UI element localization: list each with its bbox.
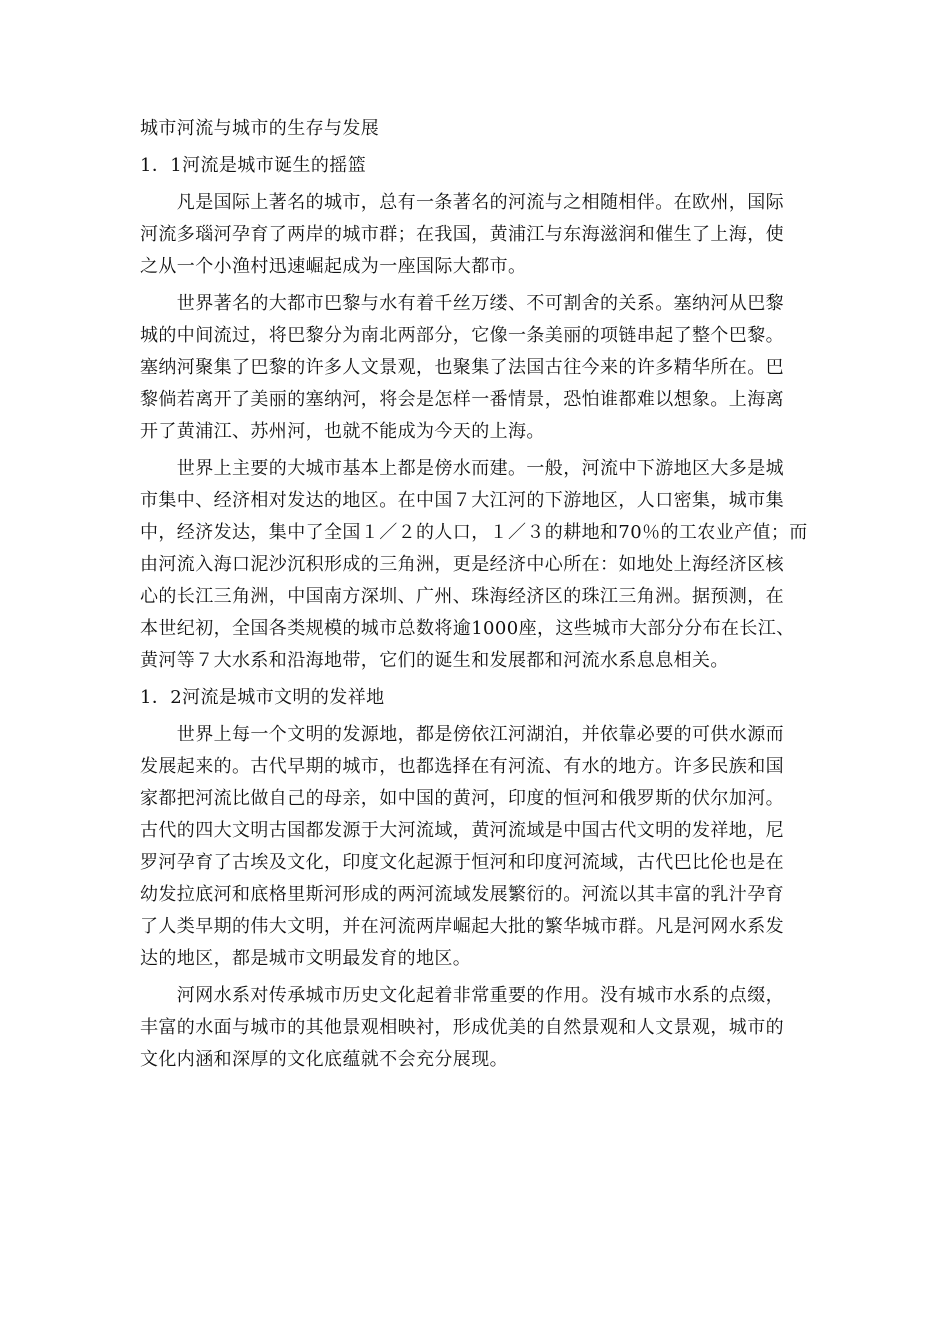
paragraph-line: 塞纳河聚集了巴黎的许多人文景观，也聚集了法国古往今来的许多精华所在。巴 xyxy=(140,357,784,378)
section-heading-1-2: 1．2河流是城市文明的发祥地 xyxy=(140,687,385,708)
paragraph-line: 本世纪初，全国各类规模的城市总数将逾1000座，这些城市大部分分布在长江、 xyxy=(140,618,795,639)
paragraph-line: 幼发拉底河和底格里斯河形成的两河流域发展繁衍的。河流以其丰富的乳汁孕育 xyxy=(140,884,784,905)
paragraph-line: 之从一个小渔村迅速崛起成为一座国际大都市。 xyxy=(140,256,527,277)
paragraph-line: 中，经济发达，集中了全国１／２的人口，１／３的耕地和70％的工农业产值；而 xyxy=(140,522,808,543)
section-heading-1-1: 1．1河流是城市诞生的摇篮 xyxy=(140,155,367,176)
paragraph-4 xyxy=(140,719,815,975)
paragraph-line: 河流多瑙河孕育了两岸的城市群；在我国，黄浦江与东海滋润和催生了上海，使 xyxy=(140,224,784,245)
paragraph-line: 世界著名的大都市巴黎与水有着千丝万缕、不可割舍的关系。塞纳河从巴黎 xyxy=(140,293,784,314)
paragraph-line: 心的长江三角洲，中国南方深圳、广州、珠海经济区的珠江三角洲。据预测，在 xyxy=(140,586,784,607)
paragraph-line: 黎倘若离开了美丽的塞纳河，将会是怎样一番情景，恐怕谁都难以想象。上海离 xyxy=(140,389,784,410)
paragraph-line: 发展起来的。古代早期的城市，也都选择在有河流、有水的地方。许多民族和国 xyxy=(140,756,784,777)
paragraph-2 xyxy=(140,288,815,448)
paragraph-line: 世界上每一个文明的发源地，都是傍依江河湖泊，并依靠必要的可供水源而 xyxy=(140,724,784,745)
paragraph-line: 了人类早期的伟大文明，并在河流两岸崛起大批的繁华城市群。凡是河网水系发 xyxy=(140,916,784,937)
paragraph-line: 河网水系对传承城市历史文化起着非常重要的作用。没有城市水系的点缀， xyxy=(140,985,784,1006)
paragraph-line: 由河流入海口泥沙沉积形成的三角洲，更是经济中心所在：如地处上海经济区核 xyxy=(140,554,784,575)
paragraph-line: 城的中间流过，将巴黎分为南北两部分，它像一条美丽的项链串起了整个巴黎。 xyxy=(140,325,784,346)
paragraph-line: 黄河等７大水系和沿海地带，它们的诞生和发展都和河流水系息息相关。 xyxy=(140,650,729,671)
paragraph-1 xyxy=(140,187,815,283)
document-title: 城市河流与城市的生存与发展 xyxy=(140,118,380,139)
paragraph-line: 市集中、经济相对发达的地区。在中国７大江河的下游地区，人口密集，城市集 xyxy=(140,490,784,511)
paragraph-line: 古代的四大文明古国都发源于大河流域，黄河流域是中国古代文明的发祥地，尼 xyxy=(140,820,784,841)
paragraph-line: 世界上主要的大城市基本上都是傍水而建。一般，河流中下游地区大多是城 xyxy=(140,458,784,479)
paragraph-line: 文化内涵和深厚的文化底蕴就不会充分展现。 xyxy=(140,1049,508,1070)
paragraph-3 xyxy=(140,453,815,677)
paragraph-5 xyxy=(140,980,815,1076)
paragraph-line: 开了黄浦江、苏州河，也就不能成为今天的上海。 xyxy=(140,421,545,442)
paragraph-line: 家都把河流比做自己的母亲，如中国的黄河，印度的恒河和俄罗斯的伏尔加河。 xyxy=(140,788,784,809)
paragraph-line: 丰富的水面与城市的其他景观相映衬，形成优美的自然景观和人文景观，城市的 xyxy=(140,1017,784,1038)
paragraph-line: 罗河孕育了古埃及文化，印度文化起源于恒河和印度河流域，古代巴比伦也是在 xyxy=(140,852,784,873)
document-page xyxy=(140,113,815,1076)
paragraph-line: 凡是国际上著名的城市，总有一条著名的河流与之相随相伴。在欧州，国际 xyxy=(140,192,784,213)
paragraph-line: 达的地区，都是城市文明最发育的地区。 xyxy=(140,948,472,969)
